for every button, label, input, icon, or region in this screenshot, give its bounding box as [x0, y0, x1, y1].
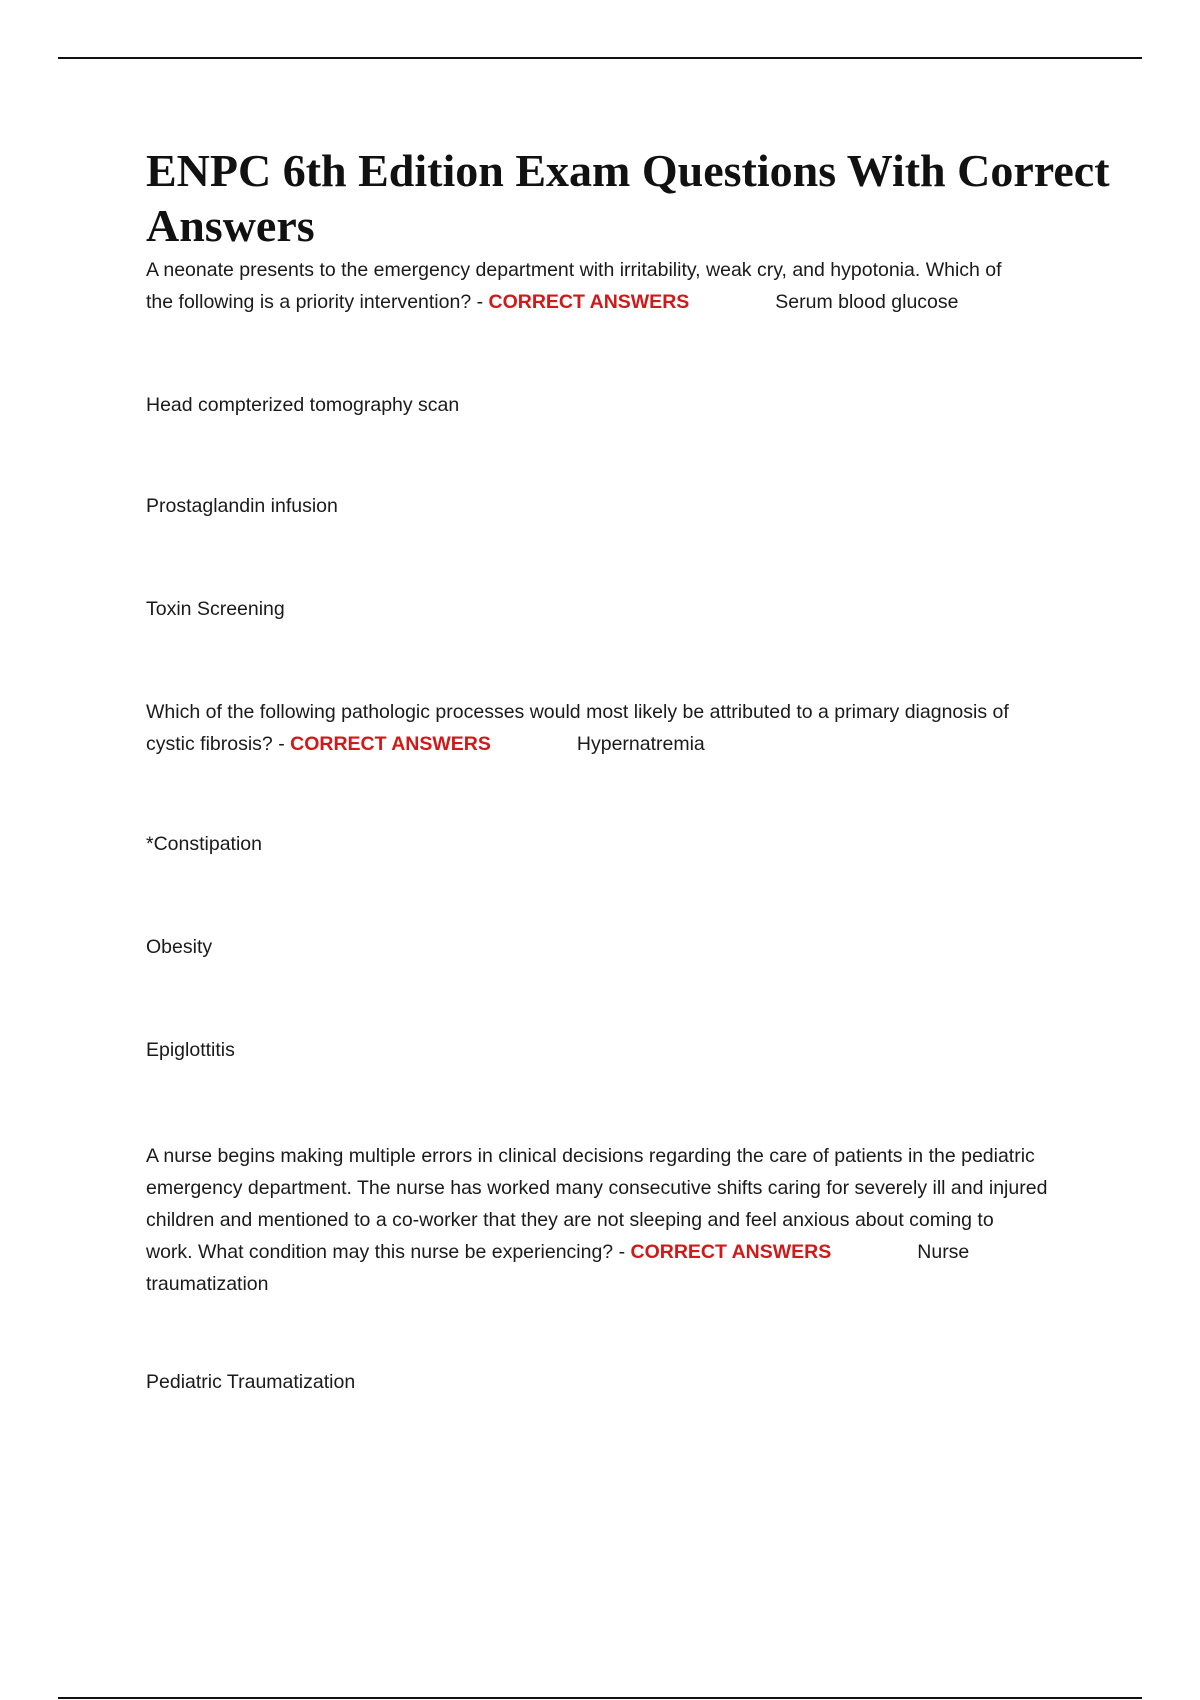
correct-answer-continued: traumatization	[146, 1273, 269, 1295]
answer-option: Toxin Screening	[146, 598, 285, 620]
answer-option: Prostaglandin infusion	[146, 495, 338, 517]
header-rule	[58, 57, 1142, 59]
answer-option: Pediatric Traumatization	[146, 1371, 356, 1393]
question-text-line: children and mentioned to a co-worker that they are not sleeping and feel anxious about coming to	[146, 1209, 994, 1231]
correct-answer: Hypernatremia	[576, 733, 705, 755]
footer-rule	[58, 1697, 1142, 1699]
answer-option: *Constipation	[146, 833, 262, 855]
question-3	[146, 1140, 1156, 1300]
correct-answer: Nurse	[917, 1241, 970, 1263]
question-text-line: cystic fibrosis? -	[146, 733, 291, 755]
answer-option: Epiglottitis	[146, 1039, 235, 1061]
question-text-line: work. What condition may this nurse be experiencing? -	[146, 1241, 631, 1263]
answer-option: Obesity	[146, 936, 213, 958]
correct-answers-label: CORRECT ANSWERS	[488, 291, 690, 313]
page-title: ENPC 6th Edition Exam Questions With Correct Answers	[146, 145, 1110, 251]
correct-answers-label: CORRECT ANSWERS	[630, 1241, 832, 1263]
answer-option: Head compterized tomography scan	[146, 394, 460, 416]
question-1	[146, 254, 1146, 318]
question-text-line: Which of the following pathologic processes would most likely be attributed to a primary diagnosis of	[146, 701, 1009, 723]
question-text-line: emergency department. The nurse has worked many consecutive shifts caring for severely ill and injured	[146, 1177, 1048, 1199]
correct-answer: Serum blood glucose	[775, 291, 959, 313]
question-text-line: A nurse begins making multiple errors in clinical decisions regarding the care of patients in the pediatric	[146, 1145, 1035, 1167]
question-text-line: A neonate presents to the emergency department with irritability, weak cry, and hypotonia. Which of	[146, 259, 1002, 281]
correct-answers-label: CORRECT ANSWERS	[290, 733, 491, 755]
question-text-line: the following is a priority intervention? -	[146, 291, 489, 313]
question-2	[146, 696, 1146, 760]
